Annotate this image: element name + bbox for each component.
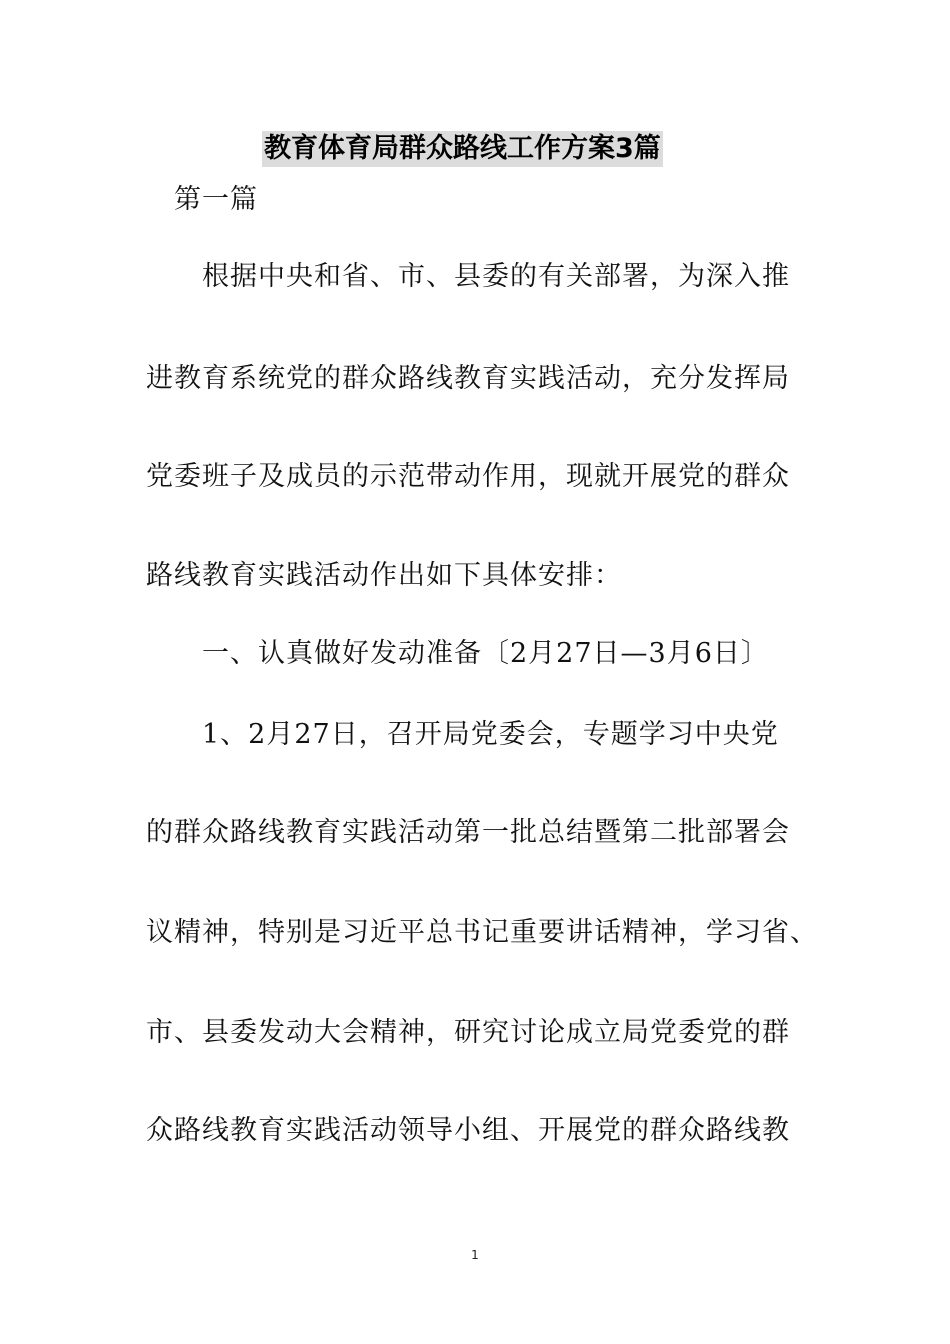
body-line: 1、2月27日，召开局党委会，专题学习中央党: [146, 719, 779, 750]
section-label: 第一篇: [174, 184, 258, 215]
body-line: 根据中央和省、市、县委的有关部署，为深入推: [146, 261, 790, 292]
body-line: 议精神，特别是习近平总书记重要讲话精神，学习省、: [146, 917, 818, 948]
body-line: 党委班子及成员的示范带动作用，现就开展党的群众: [146, 461, 790, 492]
section-heading: 一、认真做好发动准备〔2月27日—3月6日〕: [146, 638, 769, 669]
body-line: 的群众路线教育实践活动第一批总结暨第二批部署会: [146, 817, 790, 848]
body-line: 进教育系统党的群众路线教育实践活动，充分发挥局: [146, 363, 790, 394]
body-line: 市、县委发动大会精神，研究讨论成立局党委党的群: [146, 1017, 790, 1048]
page-number: 1: [471, 1248, 479, 1262]
document-title: 教育体育局群众路线工作方案3篇: [262, 131, 663, 167]
body-line: 众路线教育实践活动领导小组、开展党的群众路线教: [146, 1115, 790, 1146]
body-line: 路线教育实践活动作出如下具体安排：: [146, 560, 622, 591]
